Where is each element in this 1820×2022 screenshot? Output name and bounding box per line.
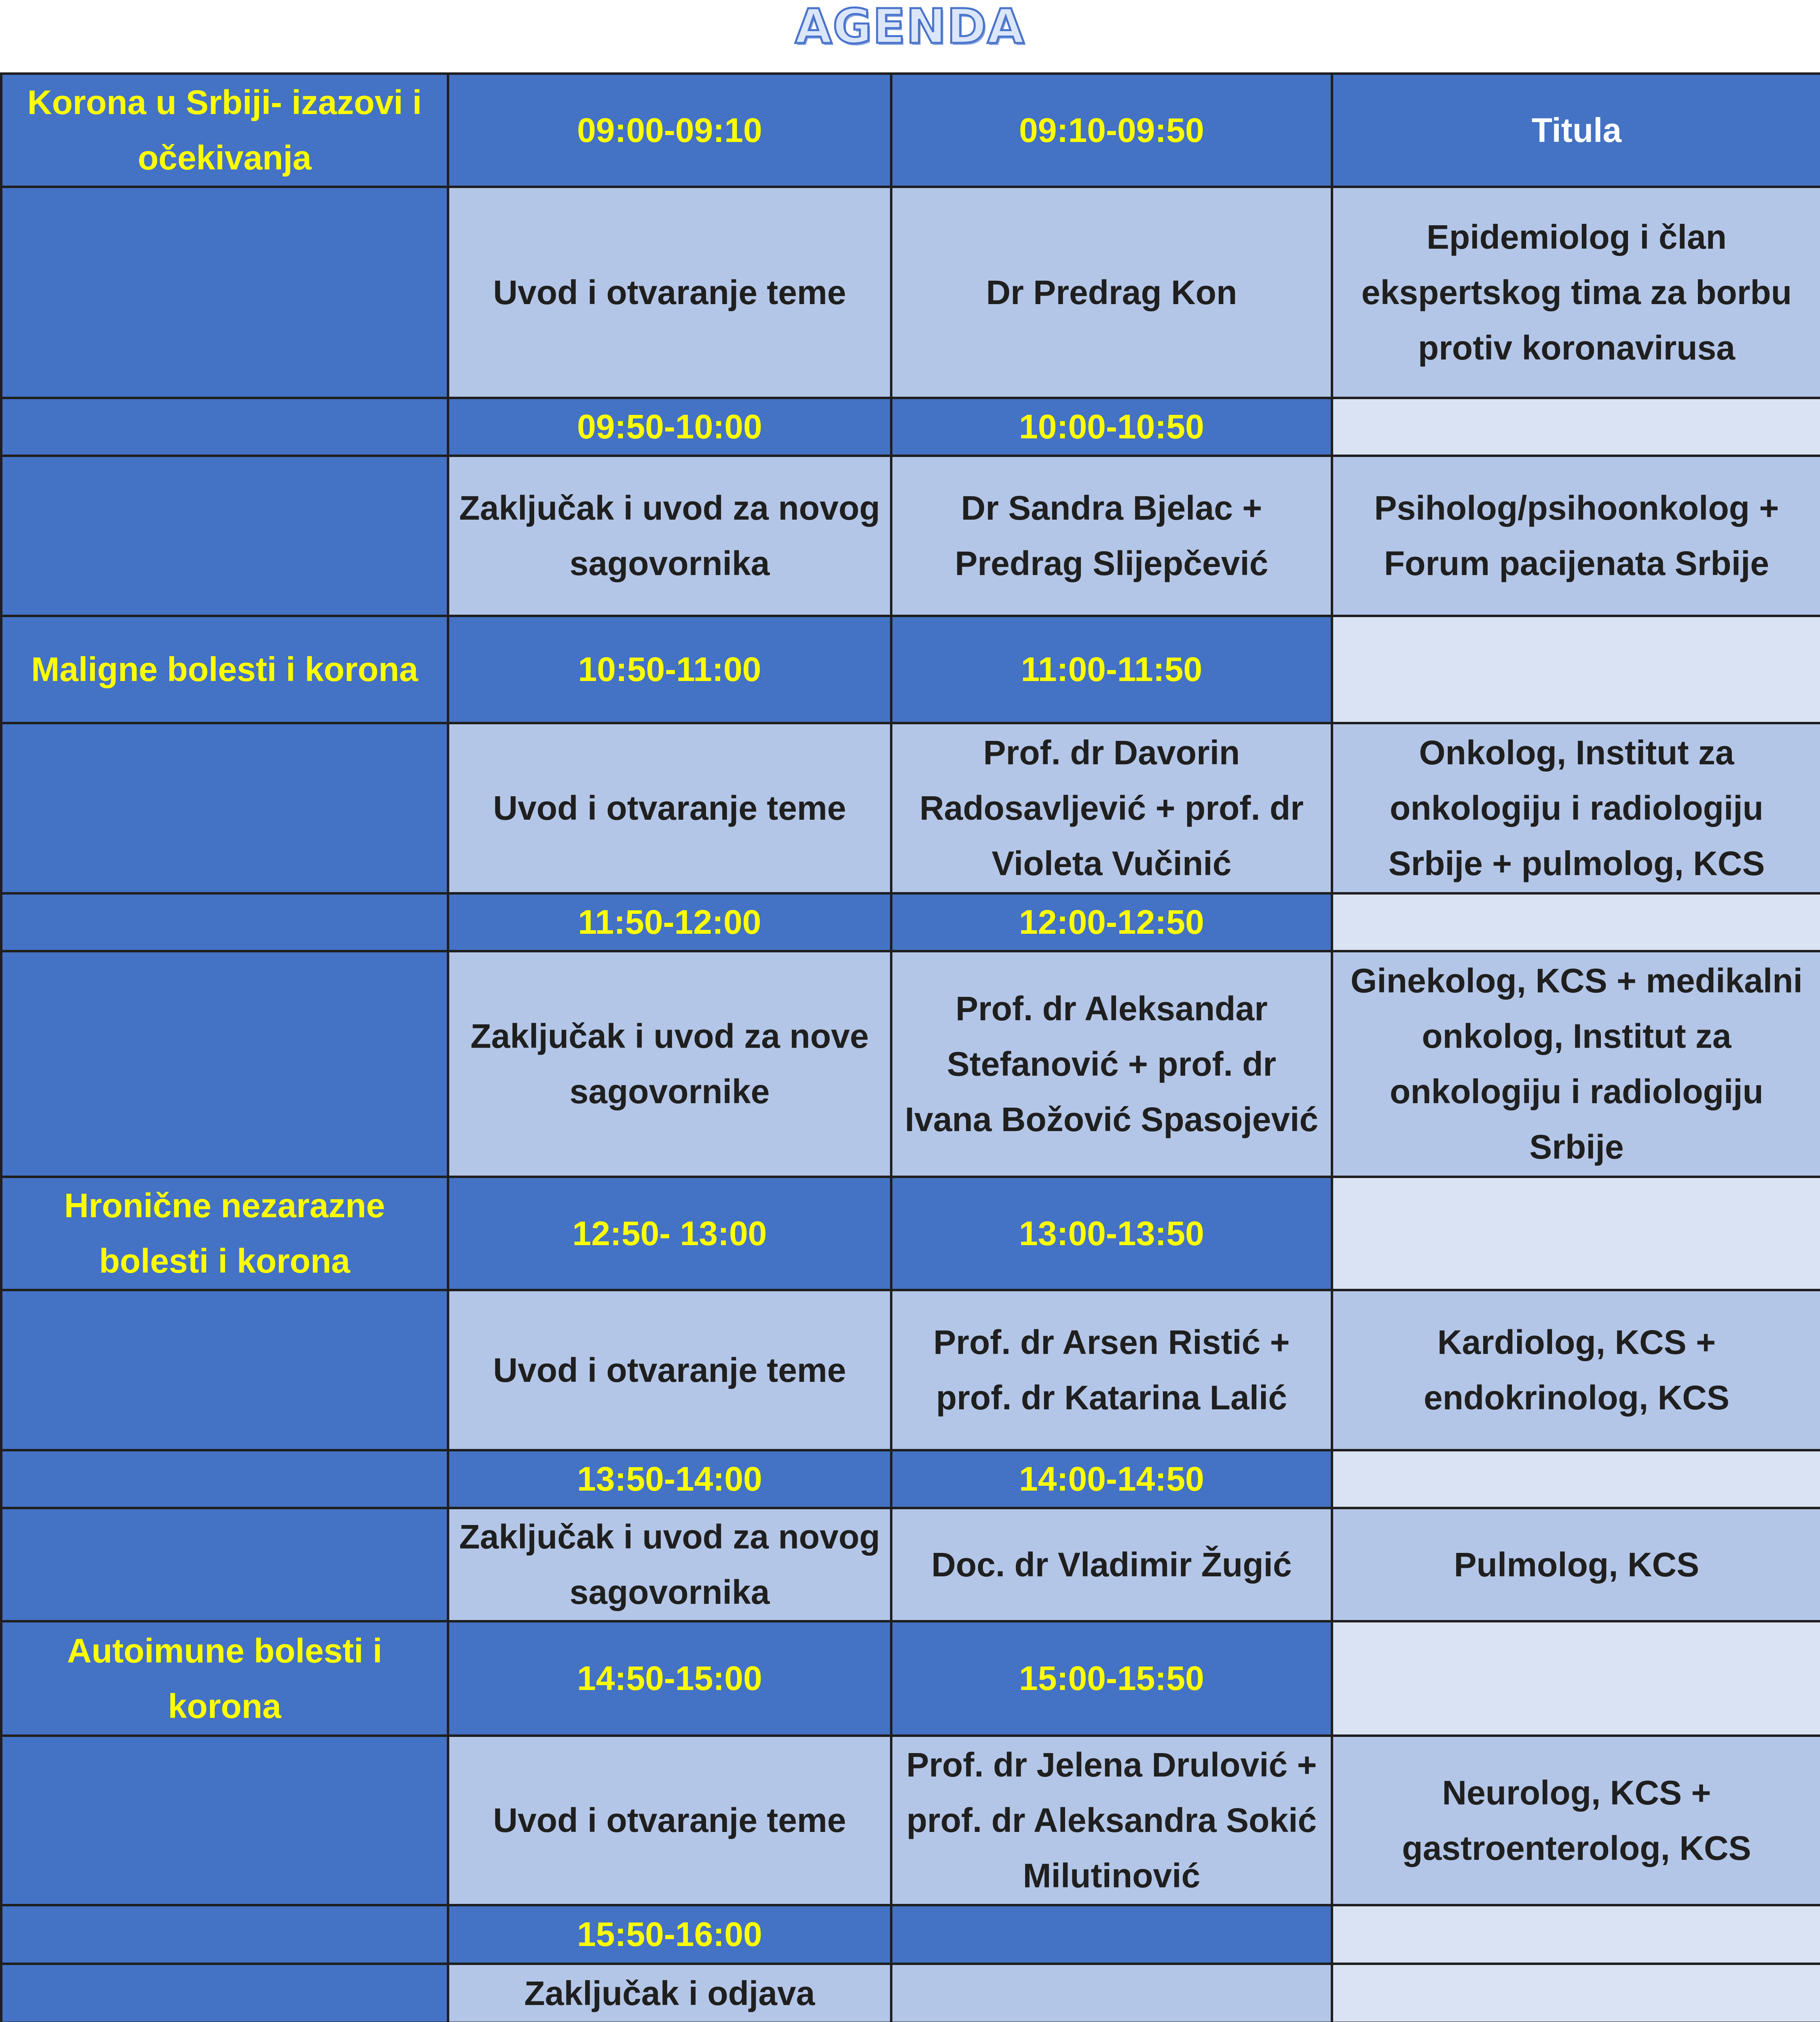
- empty-cell: [891, 1964, 1332, 2022]
- speaker-title: Onkolog, Institut za onkologiju i radiologiju Srbije + pulmolog, KCS: [1332, 723, 1820, 893]
- section-cell: [1, 893, 448, 951]
- section-cell: [1, 723, 448, 893]
- table-row: [1, 456, 1820, 616]
- section-cell: [1, 1964, 448, 2022]
- table-row: [1, 1964, 1820, 2022]
- section-cell: [1, 1905, 448, 1964]
- time-slot: [891, 1905, 1332, 1964]
- session-activity: Uvod i otvaranje teme: [448, 723, 891, 893]
- empty-cell: [1332, 893, 1820, 951]
- table-row: [1, 1621, 1820, 1736]
- section-cell: [1, 1508, 448, 1621]
- empty-cell: [1332, 616, 1820, 723]
- section-title: Hronične nezarazne bolesti i korona: [1, 1177, 448, 1290]
- time-slot: 15:00-15:50: [891, 1621, 1332, 1736]
- speaker-title: Kardiolog, KCS + endokrinolog, KCS: [1332, 1290, 1820, 1450]
- table-header-row: [1, 74, 1820, 187]
- speaker-title: Neurolog, KCS + gastroenterolog, KCS: [1332, 1736, 1820, 1905]
- time-slot: 12:50- 13:00: [448, 1177, 891, 1290]
- agenda-table: [0, 72, 1820, 2022]
- time-slot: 15:50-16:00: [448, 1905, 891, 1964]
- session-activity: Zaključak i odjava: [448, 1964, 891, 2022]
- table-row: [1, 951, 1820, 1177]
- speaker-names: Prof. dr Davorin Radosavljević + prof. dr Violeta Vučinić: [891, 723, 1332, 893]
- section-title: Maligne bolesti i korona: [1, 616, 448, 723]
- empty-cell: [1332, 1905, 1820, 1964]
- table-row: [1, 616, 1820, 723]
- empty-cell: [1332, 1621, 1820, 1736]
- time-slot: 09:50-10:00: [448, 398, 891, 456]
- page-title: AGENDA: [795, 0, 1025, 54]
- table-row: [1, 1450, 1820, 1508]
- table-row: [1, 1290, 1820, 1450]
- time-slot: 13:50-14:00: [448, 1450, 891, 1508]
- empty-cell: [1332, 1964, 1820, 2022]
- session-activity: Uvod i otvaranje teme: [448, 1290, 891, 1450]
- session-activity: Zaključak i uvod za nove sagovornike: [448, 951, 891, 1177]
- table-row: [1, 723, 1820, 893]
- time-slot: 11:50-12:00: [448, 893, 891, 951]
- speaker-names: Dr Sandra Bjelac + Predrag Slijepčević: [891, 456, 1332, 616]
- table-row: [1, 1508, 1820, 1621]
- speaker-names: Prof. dr Aleksandar Stefanović + prof. dr Ivana Božović Spasojević: [891, 951, 1332, 1177]
- table-row: [1, 1736, 1820, 1905]
- speaker-title: Epidemiolog i član ekspertskog tima za borbu protiv koronavirusa: [1332, 187, 1820, 398]
- column-header-titula: Titula: [1332, 74, 1820, 187]
- section-cell: [1, 398, 448, 456]
- speaker-title: Pulmolog, KCS: [1332, 1508, 1820, 1621]
- section-cell: [1, 951, 448, 1177]
- section-title: Autoimune bolesti i korona: [1, 1621, 448, 1736]
- speaker-names: Dr Predrag Kon: [891, 187, 1332, 398]
- section-cell: [1, 456, 448, 616]
- session-activity: Uvod i otvaranje teme: [448, 187, 891, 398]
- empty-cell: [1332, 1450, 1820, 1508]
- section-cell: [1, 1450, 448, 1508]
- session-activity: Uvod i otvaranje teme: [448, 1736, 891, 1905]
- table-row: [1, 187, 1820, 398]
- table-row: [1, 1177, 1820, 1290]
- table-row: [1, 1905, 1820, 1964]
- speaker-title: Ginekolog, KCS + medikalni onkolog, Institut za onkologiju i radiologiju Srbije: [1332, 951, 1820, 1177]
- session-activity: Zaključak i uvod za novog sagovornika: [448, 1508, 891, 1621]
- time-slot: 12:00-12:50: [891, 893, 1332, 951]
- section-cell: [1, 187, 448, 398]
- time-slot: 09:00-09:10: [448, 74, 891, 187]
- table-row: [1, 893, 1820, 951]
- empty-cell: [1332, 1177, 1820, 1290]
- time-slot: 10:00-10:50: [891, 398, 1332, 456]
- time-slot: 11:00-11:50: [891, 616, 1332, 723]
- speaker-title: Psiholog/psihoonkolog + Forum pacijenata Srbije: [1332, 456, 1820, 616]
- time-slot: 10:50-11:00: [448, 616, 891, 723]
- time-slot: 14:50-15:00: [448, 1621, 891, 1736]
- time-slot: 14:00-14:50: [891, 1450, 1332, 1508]
- empty-cell: [1332, 398, 1820, 456]
- session-activity: Zaključak i uvod za novog sagovornika: [448, 456, 891, 616]
- speaker-names: Prof. dr Arsen Ristić + prof. dr Katarina Lalić: [891, 1290, 1332, 1450]
- section-cell: [1, 1290, 448, 1450]
- section-title: Korona u Srbiji- izazovi i očekivanja: [1, 74, 448, 187]
- speaker-names: Doc. dr Vladimir Žugić: [891, 1508, 1332, 1621]
- speaker-names: Prof. dr Jelena Drulović + prof. dr Aleksandra Sokić Milutinović: [891, 1736, 1332, 1905]
- time-slot: 13:00-13:50: [891, 1177, 1332, 1290]
- time-slot: 09:10-09:50: [891, 74, 1332, 187]
- table-row: [1, 398, 1820, 456]
- section-cell: [1, 1736, 448, 1905]
